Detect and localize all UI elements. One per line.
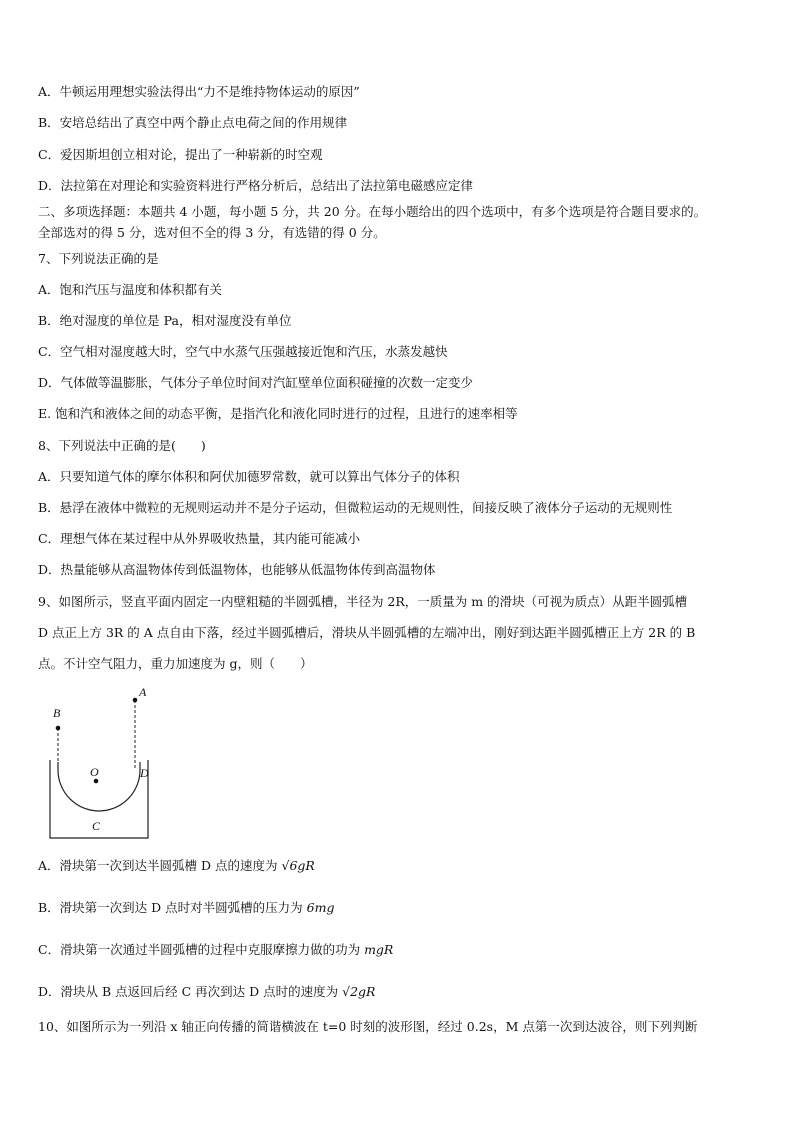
- q9-stem-line2: D 点正上方 3R 的 A 点自由下落，经过半圆弧槽后，滑块从半圆弧槽的左端冲出，刚好到达距半圆弧槽正上方 2R 的 B: [38, 625, 696, 640]
- q9-stem-line1: 9、如图所示，竖直平面内固定一内壁粗糙的半圆弧槽，半径为 2R，一质量为 m 的滑块（可视为质点）从距半圆弧槽: [38, 594, 688, 609]
- q9-option-a-text: A．滑块第一次到达半圆弧槽 D 点的速度为: [38, 858, 278, 873]
- q8-option-c: C．理想气体在某过程中从外界吸收热量，其内能可能减小: [38, 531, 361, 546]
- q6-option-c: C．爱因斯坦创立相对论，提出了一种崭新的时空观: [38, 147, 323, 162]
- q9-option-a-math: √6gR: [281, 858, 315, 873]
- section2-heading-line2: 全部选对的得 5 分，选对但不全的得 3 分，有选错的得 0 分。: [38, 225, 386, 240]
- q7-stem: 7、下列说法正确的是: [38, 251, 159, 266]
- label-o: O: [90, 765, 99, 779]
- q7-option-c: C．空气相对湿度越大时，空气中水蒸气压强越接近饱和汽压，水蒸发越快: [38, 344, 448, 359]
- q9-option-c-text: C．滑块第一次通过半圆弧槽的过程中克服摩擦力做的功为: [38, 942, 361, 957]
- q9-diagram: [40, 680, 180, 840]
- groove-arc: [58, 762, 140, 811]
- q6-option-d: D．法拉第在对理论和实验资料进行严格分析后，总结出了法拉第电磁感应定律: [38, 178, 474, 193]
- q10-stem: 10、如图所示为一列沿 x 轴正向传播的简谐横波在 t=0 时刻的波形图，经过 0.2s，M 点第一次到达波谷，则下列判断: [38, 1019, 698, 1034]
- point-b: [56, 726, 61, 731]
- label-b: B: [53, 706, 61, 720]
- q9-option-d: [38, 984, 375, 1000]
- q7-option-e: E. 饱和汽和液体之间的动态平衡，是指汽化和液化同时进行的过程，且进行的速率相等: [38, 406, 518, 421]
- q9-option-d-text: D．滑块从 B 点返回后经 C 再次到达 D 点时的速度为: [38, 984, 339, 999]
- q9-option-d-math: √2gR: [342, 984, 376, 999]
- q9-option-a: [38, 858, 315, 874]
- q6-option-a: A．牛顿运用理想实验法得出“力不是维持物体运动的原因”: [38, 84, 360, 99]
- q7-option-d: D．气体做等温膨胀，气体分子单位时间对汽缸壁单位面积碰撞的次数一定变少: [38, 375, 474, 390]
- point-o: [94, 779, 99, 784]
- q7-option-b: B．绝对湿度的单位是 Pa，相对湿度没有单位: [38, 313, 292, 328]
- q8-option-b: B．悬浮在液体中微粒的无规则运动并不是分子运动，但微粒运动的无规则性，间接反映了液体分子运动的无规则性: [38, 500, 673, 515]
- q9-option-b: [38, 900, 334, 916]
- q7-option-a: A．饱和汽压与温度和体积都有关: [38, 282, 223, 297]
- q9-option-b-math: 6mg: [306, 900, 335, 915]
- q6-option-b: B．安培总结出了真空中两个静止点电荷之间的作用规律: [38, 115, 348, 130]
- label-c: C: [92, 819, 101, 833]
- point-a: [133, 698, 138, 703]
- q9-option-c: [38, 942, 393, 958]
- q9-option-b-text: B．滑块第一次到达 D 点时对半圆弧槽的压力为: [38, 900, 303, 915]
- label-d: D: [140, 766, 149, 780]
- q8-stem: 8、下列说法中正确的是( ): [38, 438, 206, 453]
- q8-option-d: D．热量能够从高温物体传到低温物体，也能够从低温物体传到高温物体: [38, 562, 436, 577]
- section2-heading-line1: 二、多项选择题：本题共 4 小题，每小题 5 分，共 20 分。在每小题给出的四个选项中，有多个选项是符合题目要求的。: [38, 204, 707, 219]
- q9-option-c-math: mgR: [364, 942, 394, 957]
- label-a: A: [139, 685, 147, 699]
- q8-option-a: A．只要知道气体的摩尔体积和阿伏加德罗常数，就可以算出气体分子的体积: [38, 469, 460, 484]
- q9-stem-line3: 点。不计空气阻力，重力加速度为 g，则（ ）: [38, 656, 313, 671]
